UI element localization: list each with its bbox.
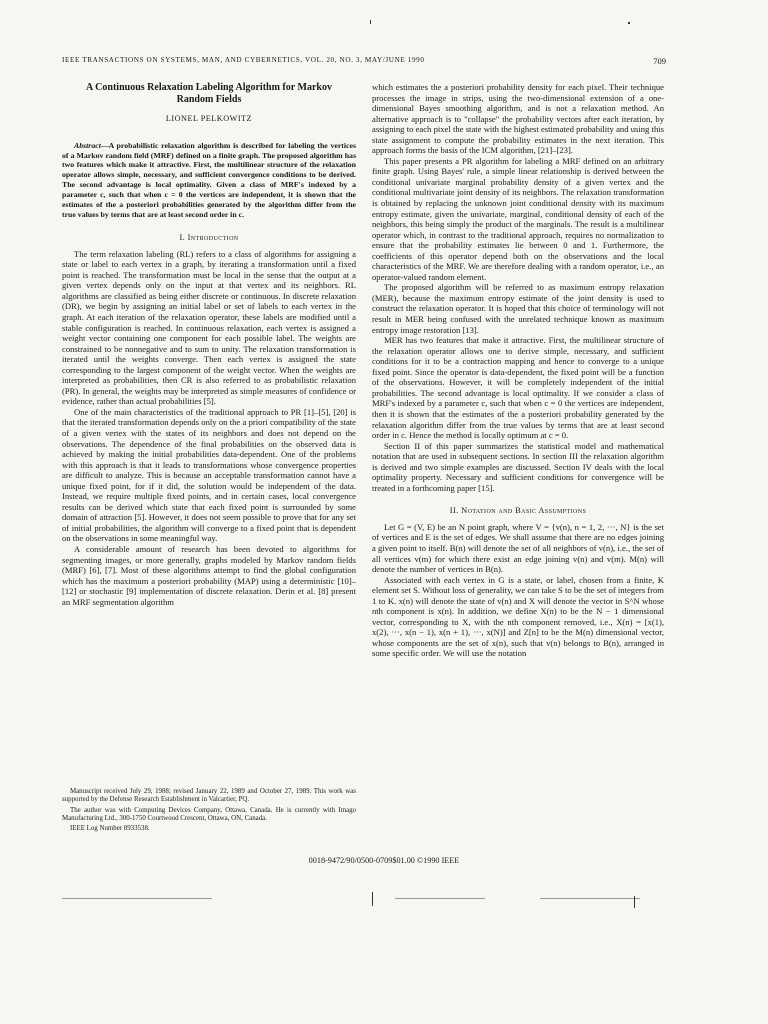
notation-paragraph-2: Associated with each vertex in G is a state, or label, chosen from a finite, K element set S. Without loss of generality, we can take S to be the set of integers from 1 to K. x(n) will denote the state of v(n) and X will denote the vector in S^N whose nth component is x(n). In addition, we define X(n) to be the N − 1 dimensional vector, corresponding to X, with the nth component removed, i.e., X(n) = [x(1), x(2), ···, x(n − 1), x(n + 1), ···, x(N)] and Z[n] to be the M(n) dimensional vector, whose components are the set of x(n), such that v(n) belongs to B(n), arranged in some specific order. We will use the notation [372, 574, 664, 659]
intro-paragraph-5: The proposed algorithm will be referred to as maximum entropy relaxation (MER), because the maximum entropy estimate of the joint density is used to construct the relaxation operator. It is hoped that this choice of terminology will not result in MER being confused with the unrelated technique known as maximum entropy image restoration [13]. [372, 282, 664, 335]
right-column [372, 82, 664, 659]
footnote-affiliation: The author was with Computing Devices Company, Ottawa, Canada. He is currently with Imago Manufacturing Ltd., 300-1750 Courtwood Crescent, Ottawa, ON, Canada. [62, 806, 356, 822]
abstract-text: —A probabilistic relaxation algorithm is described for labeling the vertices of a Markov random field (MRF) defined on a finite graph. The proposed algorithm has two features which make it attractive. First, the multilinear structure of the relaxation operator allows simple, necessary, and sufficient convergence conditions to be derived. The second advantage is local optimality. Given a class of MRF's indexed by a parameter c, such that when c = 0 the vertices are independent, it is shown that the estimates of the a posteriori probabilities generated by the algorithm differ from the true values by terms that are at least second order in c. [62, 140, 356, 220]
journal-citation: IEEE TRANSACTIONS ON SYSTEMS, MAN, AND CYBERNETICS, VOL. 20, NO. 3, MAY/JUNE 1990 [62, 56, 425, 64]
scan-artifact-line-right [395, 898, 485, 899]
intro-paragraph-6: MER has two features that make it attractive. First, the multilinear structure of the relaxation operator allows one to derive simple, necessary, and sufficient conditions for it to be a contraction mapping and hence to converge to a unique fixed point. Since the operator is data-dependent, the fixed point will be a function of the observations. However, it will be completely independent of the initial probabilities. The second advantage is local optimality. If we consider a class of MRF's indexed by a parameter c, such that when c = 0 the vertices are independent, then it is shown that the estimates of the a posteriori probability generated by the relaxation algorithm differ from the true values by terms that are at least second order in c. Hence the method is locally optimum at c = 0. [372, 335, 664, 441]
scan-tick-center [372, 892, 373, 906]
section-heading-introduction: I. Introduction [179, 233, 239, 243]
page-number: 709 [653, 56, 666, 66]
intro-paragraph-4: This paper presents a PR algorithm for labeling a MRF defined on an arbitrary finite graph. Using Bayes' rule, a simple linear relationship is derived between the conditional univariate marginal probability density of a given vertex and the conditional multivariate joint density of its neighbors. The relaxation transformation is obtained by replacing the unknown joint conditional density with its maximum entropy estimate, given the univariate, marginal, conditional density of each of the neighbors, this being simply the product of the marginals. The result is a multilinear operator which, in contrast to the traditional approach, requires no normalization to ensure that the probability estimates lie between 0 and 1. Furthermore, the coefficients of this operator depend both on the observations and the local characteristics of the MRF. We are therefore dealing with a random operator, i.e., an operator-valued random element. [372, 155, 664, 282]
left-column [62, 82, 356, 607]
author-name: LIONEL PELKOWITZ [165, 114, 253, 123]
abstract-lead: Abstract [74, 140, 101, 150]
intro-paragraph-2: One of the main characteristics of the traditional approach to PR [1]–[5], [20] is that the iterated transformation depends only on the a priori compatibility of the state of a given vertex with the states of its neighbors and does not depend on the observations. The dependence of the final probabilities on the observed data is achieved by making the initial probabilities data-dependent. One of the problems with this approach is that it leads to transformations whose convergence properties are difficult to analyze. This is because an acceptable transformation cannot have a unique fixed point, for if it did, the solution would be independent of the data. Instead, we require multiple fixed points, and in certain cases, local convergence results can be derived which state that each fixed point is surrounded by some domain of attraction [5]. However, it does not seem possible to prove that for any set of initial probabilities, the algorithm will converge to a fixed point that is dependent on the observations in some meaningful way. [62, 406, 356, 544]
scan-tick-right [634, 896, 635, 908]
footnote-manuscript: Manuscript received July 29, 1988; revised January 22, 1989 and October 27, 1989. This work was supported by the Defense Research Establishment in Valcartier, PQ. [62, 788, 356, 804]
abstract [62, 141, 356, 221]
intro-paragraph-1: The term relaxation labeling (RL) refers to a class of algorithms for assigning a state or label to each vertex in a graph, by iterating a transformation until a fixed point is reached. The transformation must be local in the sense that the output at a given vertex depends only on the input at that vertex and its neighbors. RL algorithms are classified as being either discrete or continuous. In discrete relaxation (DR), we begin by assigning an initial label or set of labels to each vertex in the graph. At each iteration of the relaxation operator, these labels are modified until a stable configuration is reached. In continuous relaxation, each vertex is assigned a weight vector containing one component for each possible label. The weights are constrained to be nonnegative and to sum to unity. The relaxation transformation is iterated until the weights converge. Then each vertex is assigned the state corresponding to the largest component of the weight vector. When the weights are interpreted as probabilities, then CR is also referred to as probabilistic relaxation (PR). In general, the weights may be interpreted as simple measures of confidence or evidence, rather than actual probabilities [5]. [62, 248, 356, 407]
intro-continued-paragraph: which estimates the a posteriori probability density for each pixel. Their technique processes the image in strips, using the two-dimensional extension of a one-dimensional Bayes smoothing algorithm, and is not a relaxation method. An alternative approach is to "collapse" the probability vectors after each iteration, by assigning to each pixel the state with the highest estimated probability and using this state assignment to compute the probability estimates in the next iteration. This approach forms the basis of the ICM algorithm, [21]–[23]. [372, 82, 664, 156]
copyright-line: 0018-9472/90/0500-0709$01.00 ©1990 IEEE [308, 856, 460, 865]
notation-paragraph-1: Let G = (V, E) be an N point graph, where V = {v(n), n = 1, 2, ···, N} is the set of vertices and E is the set of edges. We shall assume that there are no edges joining a given point to itself. B(n) will denote the set of all neighbors of v(n), i.e., the set of all vertices v(m) for which there exist an edge joining v(n) and v(m). M(n) will denote the number of vertices in B(n). [372, 521, 664, 575]
section-heading-notation: II. Notation and Basic Assumptions [449, 506, 587, 516]
scan-artifact-line-far-right [540, 898, 640, 899]
footnotes [62, 788, 356, 835]
scan-speck-top-right [628, 22, 630, 24]
footnote-log-number: IEEE Log Number 8933538. [70, 825, 150, 833]
scan-speck-top [370, 20, 371, 24]
paper-title: A Continuous Relaxation Labeling Algorithm for Markov Random Fields [86, 82, 332, 105]
running-header [62, 56, 666, 70]
intro-paragraph-7: Section II of this paper summarizes the statistical model and mathematical notation that are used in subsequent sections. In section III the relaxation algorithm is derived and two simple examples are discussed. Section IV deals with the local optimality property. Necessary and sufficient conditions for convergence will be treated in a forthcoming paper [15]. [372, 440, 664, 493]
scan-artifact-line-left [62, 898, 212, 899]
intro-paragraph-3: A considerable amount of research has been devoted to algorithms for segmenting images, or more generally, graphs modeled by Markov random fields (MRF) [6], [7]. Most of these algorithms attempt to find the global configuration which has the maximum a posteriori probability (MAP) using a deterministic [10]–[12] or stochastic [9] implementation of discrete relaxation. Derin et al. [8] present an MRF segmentation algorithm [62, 544, 356, 607]
